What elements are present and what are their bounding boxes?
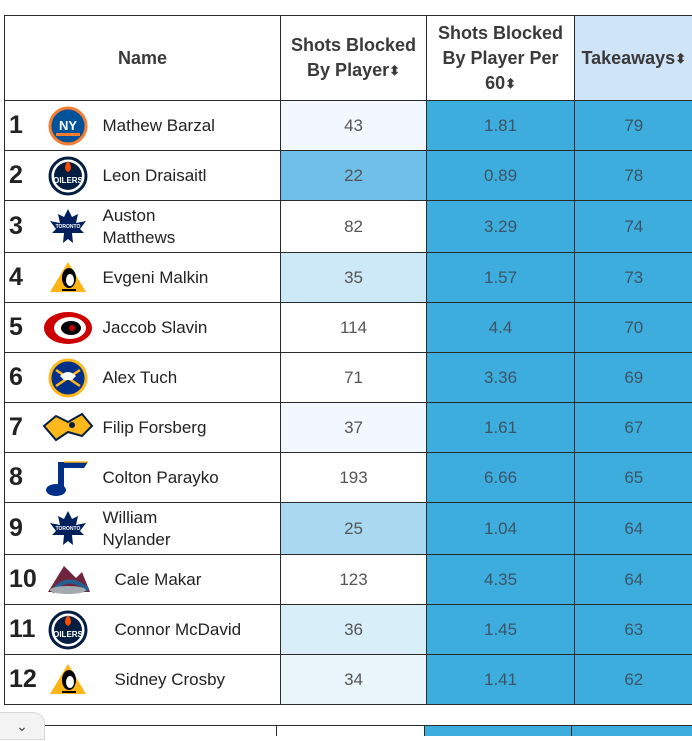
team-logo-cell — [33, 353, 103, 403]
blues-logo-icon — [42, 458, 94, 498]
column-header-takeaways-label: Takeaways — [581, 48, 675, 68]
player-name-cell — [103, 151, 281, 201]
player-name: Colton Parayko — [103, 467, 273, 489]
takeaways-cell: 79 — [575, 101, 692, 151]
shots-blocked-cell: 34 — [281, 655, 427, 705]
penguins-logo-icon — [42, 258, 94, 298]
takeaways-cell: 64 — [575, 503, 692, 555]
column-header-shots-blocked-label: Shots Blocked By Player — [291, 35, 416, 80]
player-name: Filip Forsberg — [103, 417, 273, 439]
table-row — [5, 253, 692, 303]
table-row — [5, 403, 692, 453]
shots-blocked-per60-cell: 3.36 — [427, 353, 575, 403]
team-logo-cell — [33, 403, 103, 453]
svg-text:NY: NY — [58, 118, 76, 133]
shots-blocked-cell: 193 — [281, 453, 427, 503]
player-name-cell — [103, 253, 281, 303]
shots-blocked-cell: 25 — [281, 503, 427, 555]
table-row — [5, 555, 692, 605]
player-name: William Nylander — [103, 507, 213, 551]
shots-blocked-cell: 22 — [281, 151, 427, 201]
stats-table-container — [4, 15, 692, 705]
islanders-logo-icon — [42, 106, 94, 146]
hurricanes-logo-icon — [42, 308, 94, 348]
column-header-name-label: Name — [118, 48, 167, 68]
player-name: Jaccob Slavin — [103, 317, 273, 339]
shots-blocked-per60-cell: 0.89 — [427, 151, 575, 201]
player-name-cell — [103, 403, 281, 453]
player-name-cell — [103, 605, 281, 655]
column-header-shots-blocked-per60[interactable] — [427, 16, 575, 101]
player-name: Cale Makar — [115, 569, 285, 591]
rank-cell: 7 — [5, 403, 33, 453]
penguins-logo-icon — [42, 660, 94, 700]
shots-blocked-per60-cell: 1.81 — [427, 101, 575, 151]
table-row — [5, 151, 692, 201]
takeaways-cell: 65 — [575, 453, 692, 503]
table-row — [5, 101, 692, 151]
svg-text:OILERS: OILERS — [53, 176, 83, 185]
table-row — [5, 503, 692, 555]
shots-blocked-cell: 114 — [281, 303, 427, 353]
oilers-logo-icon — [42, 156, 94, 196]
player-name: Auston Matthews — [103, 205, 213, 249]
player-name: Connor McDavid — [115, 619, 285, 641]
takeaways-cell: 70 — [575, 303, 692, 353]
shots-blocked-per60-cell: 4.4 — [427, 303, 575, 353]
table-row — [5, 453, 692, 503]
column-header-shots-blocked-per60-label: Shots Blocked By Player Per 60 — [438, 23, 563, 93]
scroll-down-button[interactable] — [0, 712, 45, 740]
sort-arrows-icon[interactable]: ⬍ — [505, 76, 516, 91]
takeaways-cell: 62 — [575, 655, 692, 705]
shots-blocked-cell: 35 — [281, 253, 427, 303]
team-logo-cell — [33, 201, 103, 253]
team-logo-cell — [33, 453, 103, 503]
rank-cell: 2 — [5, 151, 33, 201]
column-header-takeaways[interactable] — [575, 16, 692, 101]
shots-blocked-per60-cell: 1.61 — [427, 403, 575, 453]
table-row — [5, 605, 692, 655]
oilers-logo-icon — [42, 610, 94, 650]
player-name-cell — [103, 503, 281, 555]
svg-text:TORONTO: TORONTO — [55, 224, 80, 230]
player-name-cell — [103, 655, 281, 705]
rank-cell: 3 — [5, 201, 33, 253]
player-name: Leon Draisaitl — [103, 165, 273, 187]
shots-blocked-cell: 71 — [281, 353, 427, 403]
shots-blocked-per60-cell: 6.66 — [427, 453, 575, 503]
sort-arrows-icon[interactable]: ⬍ — [389, 63, 400, 78]
table-row — [5, 353, 692, 403]
rank-cell: 11 — [5, 605, 33, 655]
takeaways-cell: 74 — [575, 201, 692, 253]
svg-text:OILERS: OILERS — [53, 630, 83, 639]
player-name-cell — [103, 303, 281, 353]
shots-blocked-per60-cell: 1.41 — [427, 655, 575, 705]
player-name: Alex Tuch — [103, 367, 273, 389]
maple-leafs-logo-icon — [42, 509, 94, 549]
shots-blocked-per60-cell: 3.29 — [427, 201, 575, 253]
shots-blocked-per60-cell: 1.04 — [427, 503, 575, 555]
player-name-cell — [103, 101, 281, 151]
table-row — [5, 655, 692, 705]
column-header-shots-blocked[interactable] — [281, 16, 427, 101]
rank-cell: 8 — [5, 453, 33, 503]
maple-leafs-logo-icon — [42, 207, 94, 247]
rank-cell: 10 — [5, 555, 33, 605]
player-stats-table — [4, 15, 692, 705]
shots-blocked-per60-cell: 1.57 — [427, 253, 575, 303]
shots-blocked-cell: 123 — [281, 555, 427, 605]
rank-cell: 6 — [5, 353, 33, 403]
header-row — [5, 16, 692, 101]
team-logo-cell — [33, 151, 103, 201]
player-name: Evgeni Malkin — [103, 267, 273, 289]
takeaways-cell: 64 — [575, 555, 692, 605]
takeaways-cell: 67 — [575, 403, 692, 453]
rank-cell: 5 — [5, 303, 33, 353]
takeaways-cell: 78 — [575, 151, 692, 201]
player-name: Mathew Barzal — [103, 115, 273, 137]
shots-blocked-cell: 43 — [281, 101, 427, 151]
player-name-cell — [103, 453, 281, 503]
avalanche-logo-icon — [42, 560, 94, 600]
takeaways-cell: 63 — [575, 605, 692, 655]
player-name-cell — [103, 201, 281, 253]
takeaways-cell: 69 — [575, 353, 692, 403]
rank-cell: 9 — [5, 503, 33, 555]
team-logo-cell — [33, 503, 103, 555]
svg-text:TORONTO: TORONTO — [55, 526, 80, 532]
team-logo-cell — [33, 555, 103, 605]
rank-cell: 1 — [5, 101, 33, 151]
team-logo-cell — [33, 655, 103, 705]
sabres-logo-icon — [42, 358, 94, 398]
table-row — [5, 201, 692, 253]
team-logo-cell — [33, 605, 103, 655]
shots-blocked-cell: 36 — [281, 605, 427, 655]
player-name-cell — [103, 555, 281, 605]
shots-blocked-cell: 82 — [281, 201, 427, 253]
team-logo-cell — [33, 253, 103, 303]
player-name-cell — [103, 353, 281, 403]
sort-arrows-icon[interactable]: ⬍ — [675, 51, 686, 66]
rank-cell: 12 — [5, 655, 33, 705]
partial-next-row — [4, 723, 692, 734]
takeaways-cell: 73 — [575, 253, 692, 303]
shots-blocked-cell: 37 — [281, 403, 427, 453]
column-header-name[interactable] — [5, 16, 281, 101]
partial-row-shape — [4, 725, 692, 736]
chevron-down-icon: ⌄ — [16, 718, 28, 735]
rank-cell: 4 — [5, 253, 33, 303]
player-name: Sidney Crosby — [115, 669, 285, 691]
predators-logo-icon — [42, 408, 94, 448]
shots-blocked-per60-cell: 1.45 — [427, 605, 575, 655]
table-row — [5, 303, 692, 353]
team-logo-cell — [33, 101, 103, 151]
team-logo-cell — [33, 303, 103, 353]
shots-blocked-per60-cell: 4.35 — [427, 555, 575, 605]
